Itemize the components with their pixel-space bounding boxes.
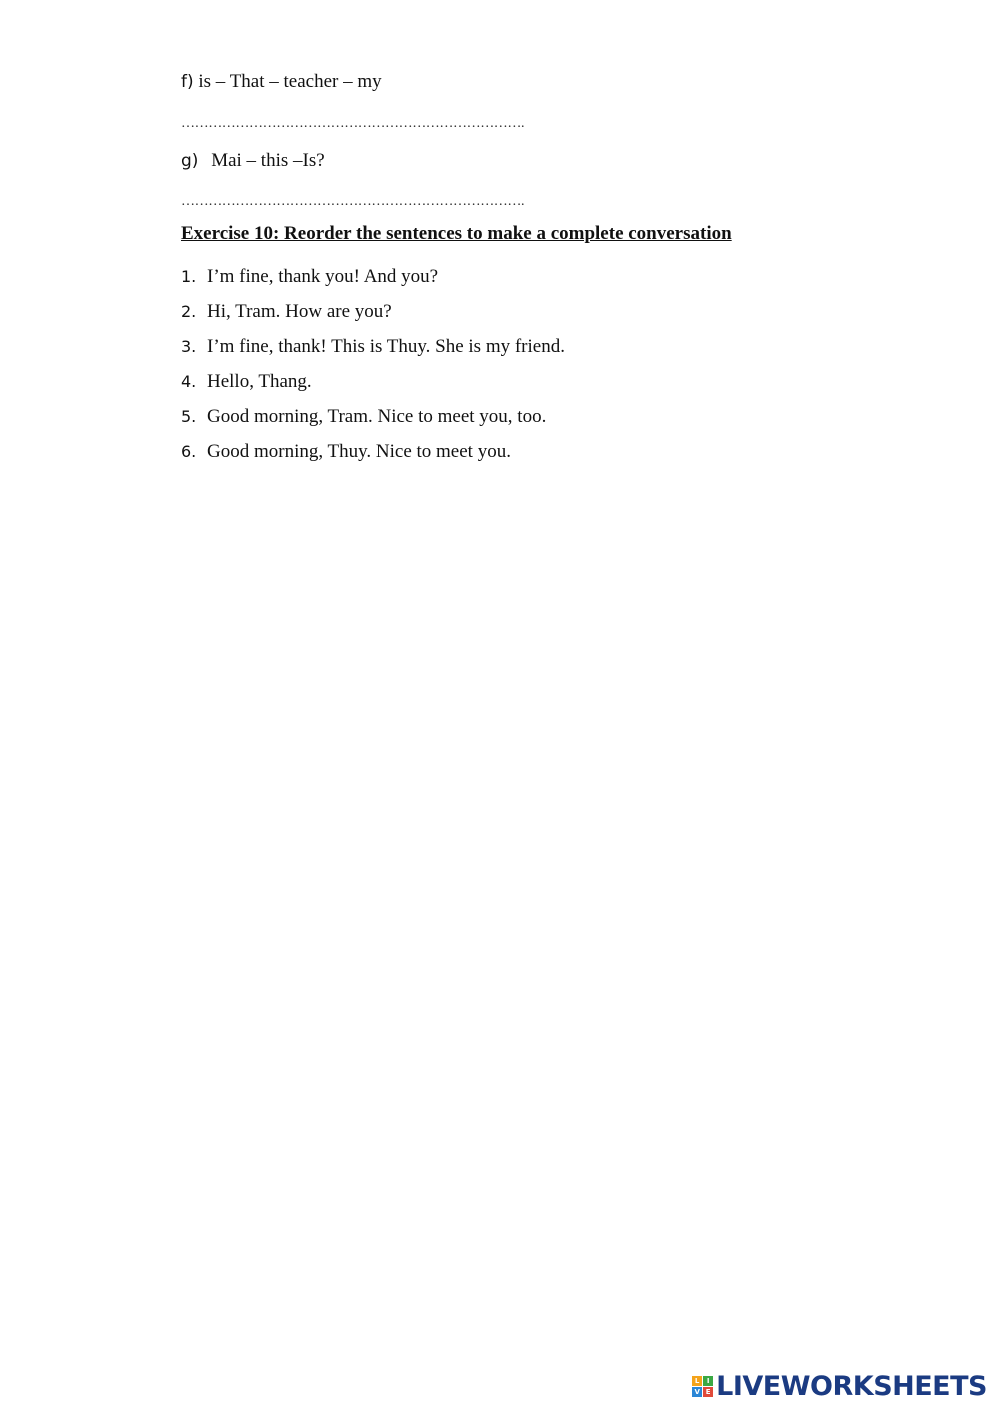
logo-cell-l: L — [692, 1376, 702, 1386]
list-item-text: Good morning, Thuy. Nice to meet you. — [207, 441, 511, 462]
list-item-text: I’m fine, thank! This is Thuy. She is my friend. — [207, 336, 565, 357]
list-item-number: 6. — [181, 442, 197, 461]
list-item-text: Hello, Thang. — [207, 371, 312, 392]
question-f — [181, 71, 382, 93]
question-g-marker: g) — [181, 151, 199, 171]
question-f-marker: f) — [181, 72, 194, 92]
list-item-number: 3. — [181, 337, 197, 356]
question-f-text: is – That – teacher – my — [198, 71, 382, 92]
answer-f-blank[interactable]: …………………………………………………………………. — [181, 116, 525, 131]
liveworksheets-logo — [692, 1371, 987, 1401]
list-item-number: 2. — [181, 302, 197, 321]
list-item-text: I’m fine, thank you! And you? — [207, 266, 439, 287]
list-item — [181, 371, 312, 393]
logo-cell-v: V — [692, 1387, 702, 1397]
logo-cell-i: I — [703, 1376, 713, 1386]
list-item-number: 1. — [181, 267, 197, 286]
list-item — [181, 301, 392, 323]
list-item-text: Good morning, Tram. Nice to meet you, too. — [207, 406, 547, 427]
liveworksheets-logo-icon — [692, 1376, 713, 1397]
liveworksheets-logo-text: LIVEWORKSHEETS — [716, 1370, 987, 1402]
list-item-number: 4. — [181, 372, 197, 391]
exercise-10-heading: Exercise 10: Reorder the sentences to make a complete conversation — [181, 223, 732, 244]
question-g-text: Mai – this –Is? — [211, 150, 325, 171]
list-item-number: 5. — [181, 407, 197, 426]
list-item — [181, 441, 511, 463]
list-item — [181, 406, 546, 428]
answer-g-blank[interactable]: …………………………………………………………………. — [181, 194, 525, 209]
question-g — [181, 150, 325, 172]
list-item — [181, 336, 565, 358]
logo-cell-e: E — [703, 1387, 713, 1397]
list-item-text: Hi, Tram. How are you? — [207, 301, 392, 322]
list-item — [181, 266, 438, 288]
